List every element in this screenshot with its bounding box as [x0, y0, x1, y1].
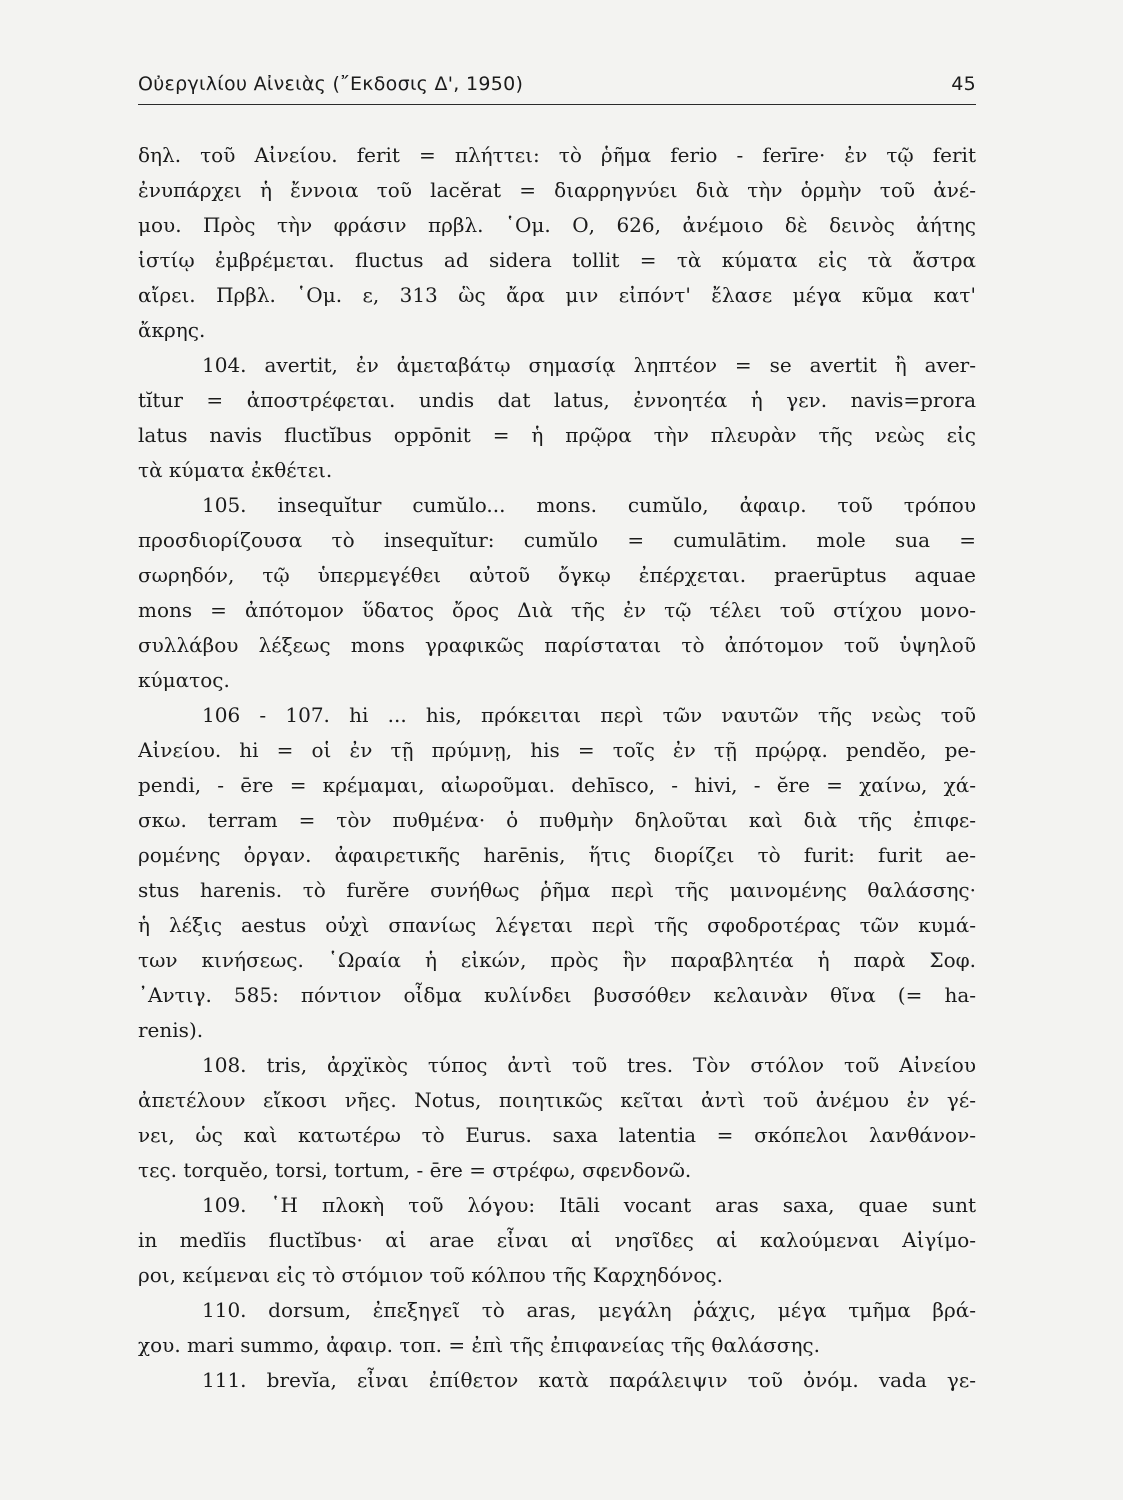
text-line: renis). [138, 1018, 204, 1042]
note-110: 110. dorsum, ἐπεξηγεῖ τὸ aras, μεγάλη ῥάχις, μέγα τμῆμα βρά- [202, 1298, 976, 1322]
text-line: σκω. terram = τὸν πυθμένα· ὁ πυθμὴν δηλοῦται καὶ διὰ τῆς ἐπιφε- [138, 808, 976, 832]
header-title: Οὐεργιλίου Αἰνειὰς (῎Εκδοσις Δ', 1950) [138, 73, 524, 95]
text-line: αἴρει. Πρβλ. ῾Ομ. ε, 313 ὣς ἄρα μιν εἰπόντ' ἔλασε μέγα κῦμα κατ' [138, 283, 976, 307]
text-line: pendi, - ēre = κρέμαμαι, αἰωροῦμαι. dehīsco, - hivi, - ĕre = χαίνω, χά- [138, 773, 976, 797]
running-header [138, 73, 976, 99]
text-line: τες. torquĕo, torsi, tortum, - ēre = στρέφω, σφενδονῶ. [138, 1158, 692, 1182]
text-line: ἄκρης. [138, 318, 206, 342]
note-106-107: 106 - 107. hi ... his, πρόκειται περὶ τῶν ναυτῶν τῆς νεὼς τοῦ [202, 703, 976, 727]
text-line: σωρηδόν, τῷ ὑπερμεγέθει αὐτοῦ ὄγκῳ ἐπέρχεται. praerūptus aquae [138, 563, 976, 587]
text-line: προσδιορίζουσα τὸ insequĭtur: cumŭlo = cumulātim. mole sua = [138, 528, 976, 552]
text-line: tĭtur = ἀποστρέφεται. undis dat latus, ἐννοητέα ἡ γεν. navis=prora [138, 388, 976, 412]
text-line: νει, ὡς καὶ κατωτέρω τὸ Eurus. saxa latentia = σκόπελοι λανθάνον- [138, 1123, 976, 1147]
text-line: ἱστίῳ ἐμβρέμεται. fluctus ad sidera tollit = τὰ κύματα εἰς τὰ ἄστρα [138, 248, 976, 272]
page-number: 45 [951, 73, 976, 95]
note-111: 111. brevĭa, εἶναι ἐπίθετον κατὰ παράλειψιν τοῦ ὀνόμ. vada γε- [202, 1368, 976, 1392]
text-line: μου. Πρὸς τὴν φράσιν πρβλ. ῾Ομ. Ο, 626, ἀνέμοιο δὲ δεινὸς ἀήτης [138, 213, 976, 237]
text-line: ἀπετέλουν εἴκοσι νῆες. Notus, ποιητικῶς κεῖται ἀντὶ τοῦ ἀνέμου ἐν γέ- [138, 1088, 976, 1112]
text-line: τὰ κύματα ἐκθέτει. [138, 458, 333, 482]
text-line: mons = ἀπότομον ὕδατος ὄρος Διὰ τῆς ἐν τῷ τέλει τοῦ στίχου μονο- [138, 598, 976, 622]
text-line: Αἰνείου. hi = οἱ ἐν τῇ πρύμνῃ, his = τοῖς ἐν τῇ πρῴρᾳ. pendĕo, pe- [138, 738, 976, 762]
note-108: 108. tris, ἀρχϊκὸς τύπος ἀντὶ τοῦ tres. Τὸν στόλον τοῦ Αἰνείου [202, 1053, 976, 1077]
note-109: 109. ῾Η πλοκὴ τοῦ λόγου: Itāli vocant aras saxa, quae sunt [202, 1193, 976, 1217]
text-line: χου. mari summo, ἀφαιρ. τοπ. = ἐπὶ τῆς ἐπιφανείας τῆς θαλάσσης. [138, 1333, 820, 1357]
text-line: συλλάβου λέξεως mons γραφικῶς παρίσταται τὸ ἀπότομον τοῦ ὑψηλοῦ [138, 633, 976, 657]
text-line: ἡ λέξις aestus οὐχὶ σπανίως λέγεται περὶ τῆς σφοδροτέρας τῶν κυμά- [138, 913, 976, 937]
header-rule [138, 104, 976, 105]
text-line: stus harenis. τὸ furĕre συνήθως ῥῆμα περὶ τῆς μαινομένης θαλάσσης· [138, 878, 976, 902]
note-105: 105. insequĭtur cumŭlo... mons. cumŭlo, ἀφαιρ. τοῦ τρόπου [202, 493, 976, 517]
text-line: ᾿Αντιγ. 585: πόντιον οἶδμα κυλίνδει βυσσόθεν κελαινὰν θῖνα (= ha- [138, 983, 976, 1007]
text-line: των κινήσεως. ῾Ωραία ἡ εἰκών, πρὸς ἣν παραβλητέα ἡ παρὰ Σοφ. [138, 948, 976, 972]
note-104: 104. avertit, ἐν ἀμεταβάτῳ σημασίᾳ ληπτέον = se avertit ἢ aver- [202, 353, 976, 377]
text-line: latus navis fluctĭbus oppōnit = ἡ πρῷρα τὴν πλευρὰν τῆς νεὼς εἰς [138, 423, 976, 447]
text-line: in medĭis fluctĭbus· αἱ arae εἶναι αἱ νησῖδες αἱ καλούμεναι Αἰγίμο- [138, 1228, 976, 1252]
text-line: κύματος. [138, 668, 230, 692]
text-line: ἐνυπάρχει ἡ ἔννοια τοῦ lacĕrat = διαρρηγνύει διὰ τὴν ὁρμὴν τοῦ ἀνέ- [138, 178, 976, 202]
text-line: δηλ. τοῦ Αἰνείου. ferit = πλήττει: τὸ ῥῆμα ferio - ferīre· ἐν τῷ ferit [138, 143, 976, 167]
commentary-text [138, 138, 976, 1398]
text-line: ροι, κείμεναι εἰς τὸ στόμιον τοῦ κόλπου τῆς Καρχηδόνος. [138, 1263, 723, 1287]
text-line: ρομένης ὀργαν. ἀφαιρετικῆς harēnis, ἥτις διορίζει τὸ furit: furit ae- [138, 843, 976, 867]
